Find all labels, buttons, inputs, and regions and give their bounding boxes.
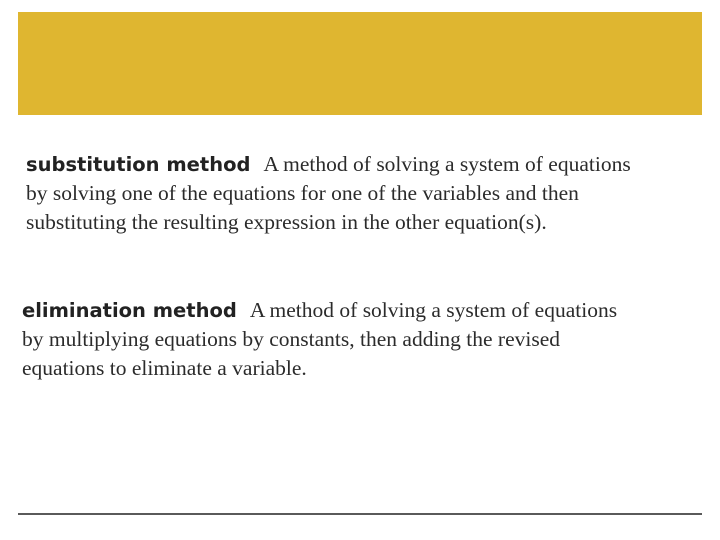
definition-text: equations to eliminate a variable. [22, 356, 307, 380]
definition-line [22, 296, 617, 325]
footer-divider [18, 513, 702, 515]
definition-text: by multiplying equations by constants, then adding the revised [22, 327, 561, 351]
definition-substitution-method [26, 150, 631, 237]
term-elimination-method: elimination method [22, 299, 237, 322]
definition-line [26, 150, 631, 179]
definition-text: A method of solving a system of equations [263, 152, 631, 176]
definition-text: A method of solving a system of equations [249, 298, 618, 322]
definition-text: by solving one of the equations for one of the variables and then [26, 181, 579, 205]
definition-elimination-method [22, 296, 617, 383]
definition-text: substituting the resulting expression in the other equation(s). [26, 210, 547, 234]
term-substitution-method: substitution method [26, 153, 251, 176]
header-band [18, 12, 702, 115]
